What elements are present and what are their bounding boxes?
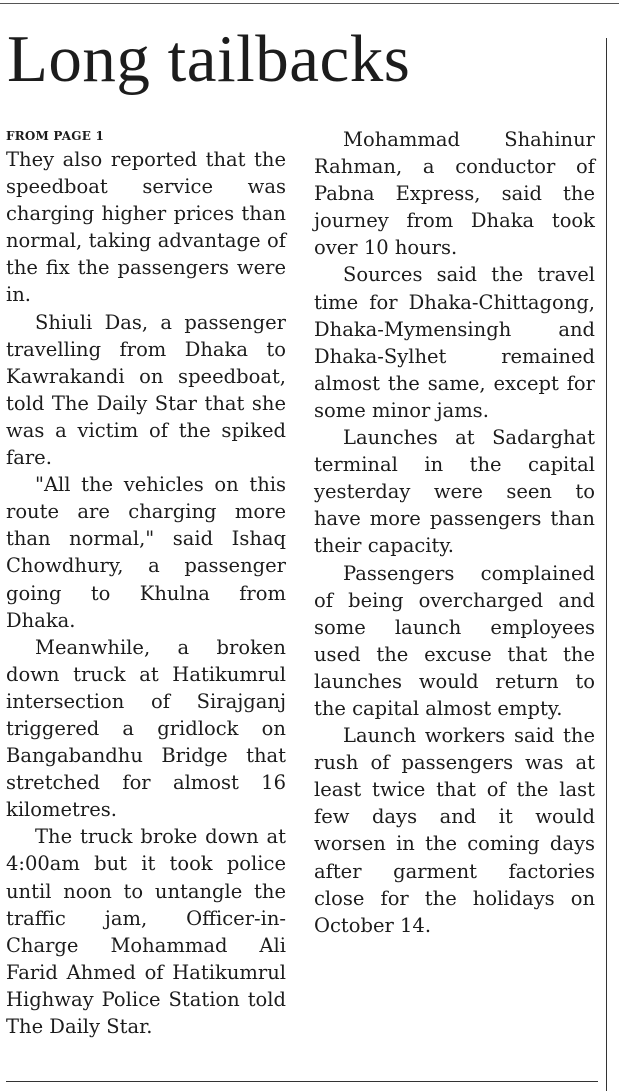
paragraph: Mohammad Shahinur Rahman, a conductor of Pabna Express, said the journey from Dhaka took over 10 hours. — [314, 128, 595, 260]
article-column-right — [314, 126, 595, 939]
paragraph: They also reported that the speedboat service was charging higher prices than normal, taking advantage of the fix the passengers were in. — [6, 148, 286, 307]
paragraph: "All the vehicles on this route are charging more than normal," said Ishaq Chowdhury, a passenger going to Khulna from Dhaka. — [6, 473, 286, 632]
bottom-rule — [6, 1081, 598, 1082]
continued-from-label: FROM PAGE 1 — [6, 129, 104, 143]
paragraph: Shiuli Das, a passenger travelling from Dhaka to Kawrakandi on speedboat, told The Daily Star that she was a victim of the spiked fare. — [6, 310, 286, 470]
paragraph: Launches at Sadarghat terminal in the capital yesterday were seen to have more passengers than their capacity. — [314, 426, 595, 558]
headline: Long tailbacks — [7, 22, 411, 96]
paragraph: Launch workers said the rush of passengers was at least twice that of the last few days and it would worsen in the coming days after garment factories close for the holidays on October 14. — [314, 724, 595, 937]
top-rule — [0, 3, 619, 4]
paragraph: Passengers complained of being overcharged and some launch employees used the excuse that the launches would return to the capital almost empty. — [314, 561, 595, 720]
article-column-left — [6, 126, 286, 1040]
paragraph: The truck broke down at 4:00am but it took police until noon to untangle the traffic jam, Officer-in-Charge Mohammad Ali Farid Ahmed of Hatikumrul Highway Police Station told The Daily Star. — [6, 825, 286, 1038]
paragraph: Sources said the travel time for Dhaka-Chittagong, Dhaka-Mymensingh and Dhaka-Sylhet remained almost the same, except for some minor jams. — [314, 263, 595, 422]
column-border-right — [606, 38, 607, 1091]
paragraph: Meanwhile, a broken down truck at Hatikumrul intersection of Sirajganj triggered a gridlock on Bangabandhu Bridge that stretched for almost 16 kilometres. — [6, 635, 286, 822]
